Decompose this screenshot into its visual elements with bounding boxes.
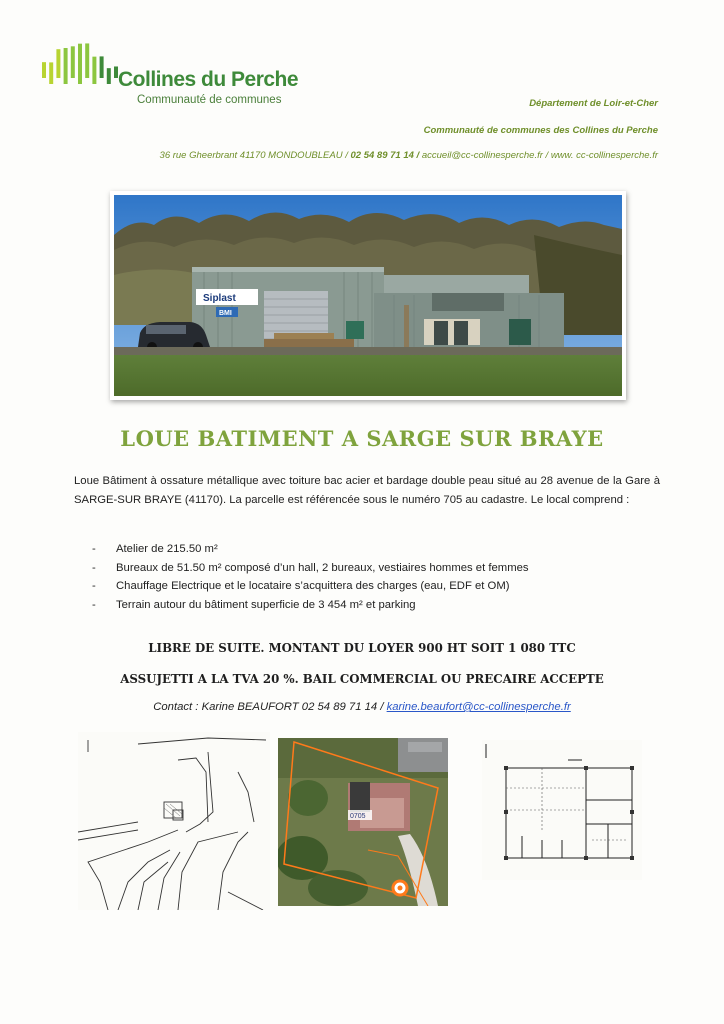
logo-bar — [107, 68, 111, 84]
aerial-view-image — [278, 738, 448, 906]
intro-paragraph: Loue Bâtiment à ossature métallique avec toiture bac acier et bardage double peau situé au 28 avenue de la Gare à SARGE-SUR BRAYE (41170). La parcelle est référencée sous le numéro 705 au cadastre. Le local comprend : — [74, 475, 660, 506]
logo-bar — [56, 49, 60, 78]
header-web[interactable]: / www. cc-collinesperche.fr — [542, 150, 658, 161]
logo-bar — [100, 56, 104, 78]
logo-title: Collines du Perche — [118, 68, 299, 91]
department-text: Département de Loir-et-Cher — [529, 98, 658, 109]
logo-bar — [78, 44, 82, 84]
contact-label: Contact : Karine BEAUFORT 02 54 89 71 14 / — [153, 701, 387, 713]
logo-bar — [49, 62, 53, 84]
logo-subtitle: Communauté de communes — [137, 94, 282, 106]
contact-email-link[interactable]: karine.beaufort@cc-collinesperche.fr — [386, 701, 571, 713]
building-photo-image — [114, 195, 622, 396]
feature-item: - Chauffage Electrique et le locataire s’acquittera des charges (eau, EDF et OM) — [92, 577, 652, 596]
cadastral-plan-image — [78, 732, 270, 910]
community-text: Communauté de communes des Collines du Perche — [423, 125, 658, 136]
feature-item: - Terrain autour du bâtiment superficie de 3 454 m² et parking — [92, 596, 652, 615]
features-list — [92, 540, 652, 614]
header-phone: 02 54 89 71 14 — [350, 150, 414, 161]
header-sep: / — [413, 150, 422, 161]
logo-bar — [92, 57, 96, 84]
address-line — [160, 150, 658, 161]
feature-item: - Bureaux de 51.50 m² composé d’un hall, 2 bureaux, vestiaires hommes et femmes — [92, 559, 652, 578]
availability-line: LIBRE DE SUITE. MONTANT DU LOYER 900 HT SOIT 1 080 TTC — [148, 641, 576, 655]
sign-text: Siplast — [203, 293, 236, 304]
page-title: LOUE BATIMENT A SARGE SUR BRAYE — [120, 426, 604, 451]
tax-line: ASSUJETTI A LA TVA 20 %. BAIL COMMERCIAL OU PRECAIRE ACCEPTE — [120, 672, 604, 686]
logo-bars-icon — [40, 38, 126, 94]
feature-item: - Atelier de 215.50 m² — [92, 540, 652, 559]
logo-bar — [42, 62, 46, 78]
building-photo — [110, 191, 626, 400]
contact-line — [0, 701, 724, 713]
address-text: 36 rue Gheerbrant 41170 MONDOUBLEAU / — [159, 150, 351, 161]
logo-bar — [85, 43, 89, 78]
sign-sub-text: BMI — [219, 310, 232, 317]
logo-bar — [64, 48, 68, 84]
logo-bar — [71, 46, 75, 78]
parcel-label: 0705 — [350, 813, 366, 820]
header-email[interactable]: accueil@cc-collinesperche.fr — [421, 150, 543, 161]
floor-plan-image — [482, 740, 642, 880]
